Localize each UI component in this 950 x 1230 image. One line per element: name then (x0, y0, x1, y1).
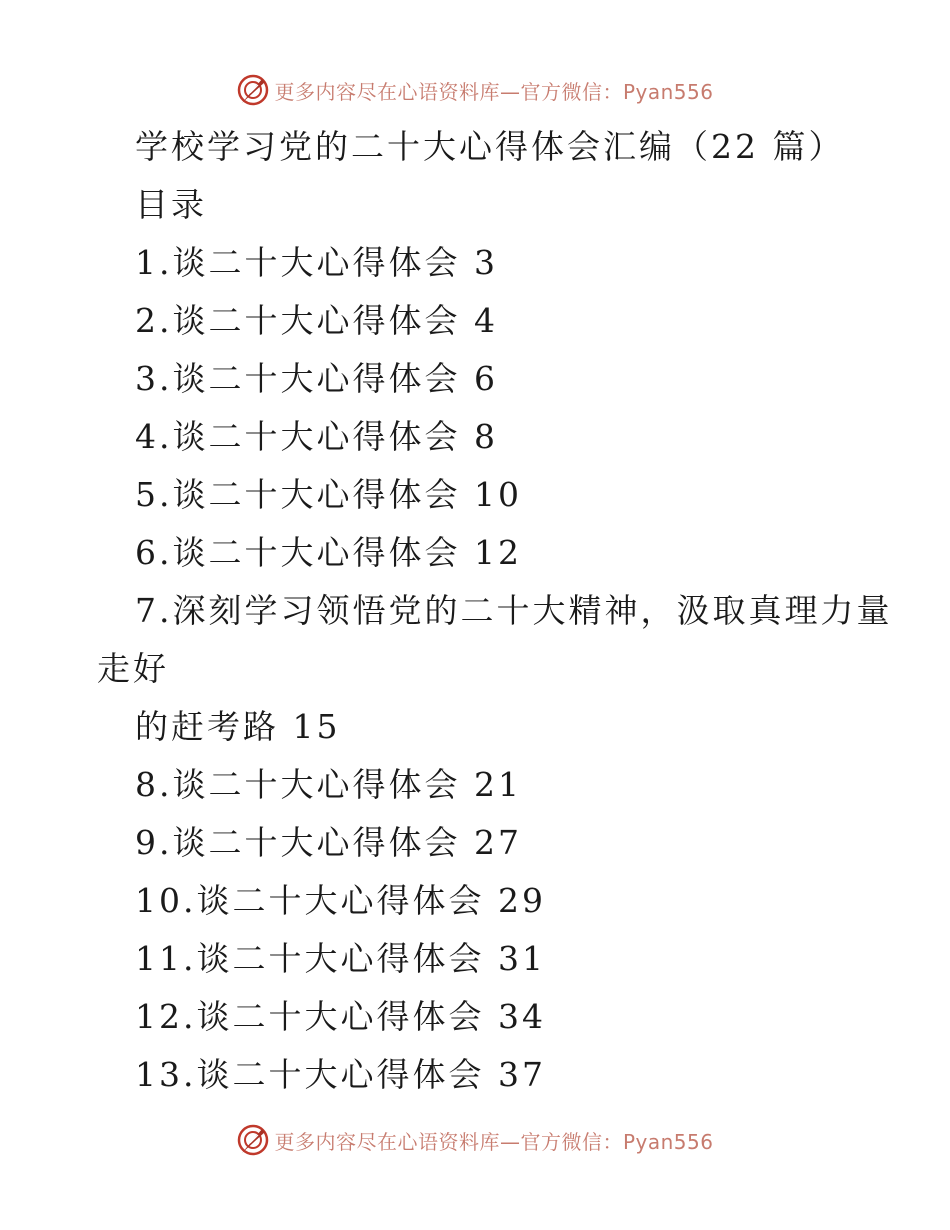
quill-logo-icon (236, 73, 270, 107)
toc-heading: 目录 (135, 185, 207, 224)
toc-item: 4.谈二十大心得体会 8 (135, 417, 498, 456)
toc-item: 11.谈二十大心得体会 31 (135, 939, 546, 978)
toc-item-continuation: 的赶考路 15 (135, 707, 341, 746)
toc-item: 1.谈二十大心得体会 3 (135, 243, 498, 282)
header-banner (0, 70, 950, 110)
banner-text: 更多内容尽在心语资料库—官方微信：Pyan556 (274, 1129, 714, 1154)
toc-item: 9.谈二十大心得体会 27 (135, 823, 522, 862)
toc-item: 10.谈二十大心得体会 29 (135, 881, 546, 920)
quill-logo-icon (236, 1123, 270, 1157)
toc-item: 2.谈二十大心得体会 4 (135, 301, 498, 340)
document-body (0, 118, 950, 1104)
toc-item: 13.谈二十大心得体会 37 (135, 1055, 546, 1094)
footer-banner (0, 1120, 950, 1160)
toc-item: 8.谈二十大心得体会 21 (135, 765, 522, 804)
toc-item: 6.谈二十大心得体会 12 (135, 533, 522, 572)
toc-item: 5.谈二十大心得体会 10 (135, 475, 522, 514)
toc-item: 7.深刻学习领悟党的二十大精神，汲取真理力量 (135, 591, 893, 630)
document-title: 学校学习党的二十大心得体会汇编（22 篇） (135, 127, 845, 166)
banner-text: 更多内容尽在心语资料库—官方微信：Pyan556 (274, 79, 714, 104)
toc-item: 12.谈二十大心得体会 34 (135, 997, 546, 1036)
toc-item: 3.谈二十大心得体会 6 (135, 359, 498, 398)
toc-item-continuation: 走好 (97, 649, 169, 688)
